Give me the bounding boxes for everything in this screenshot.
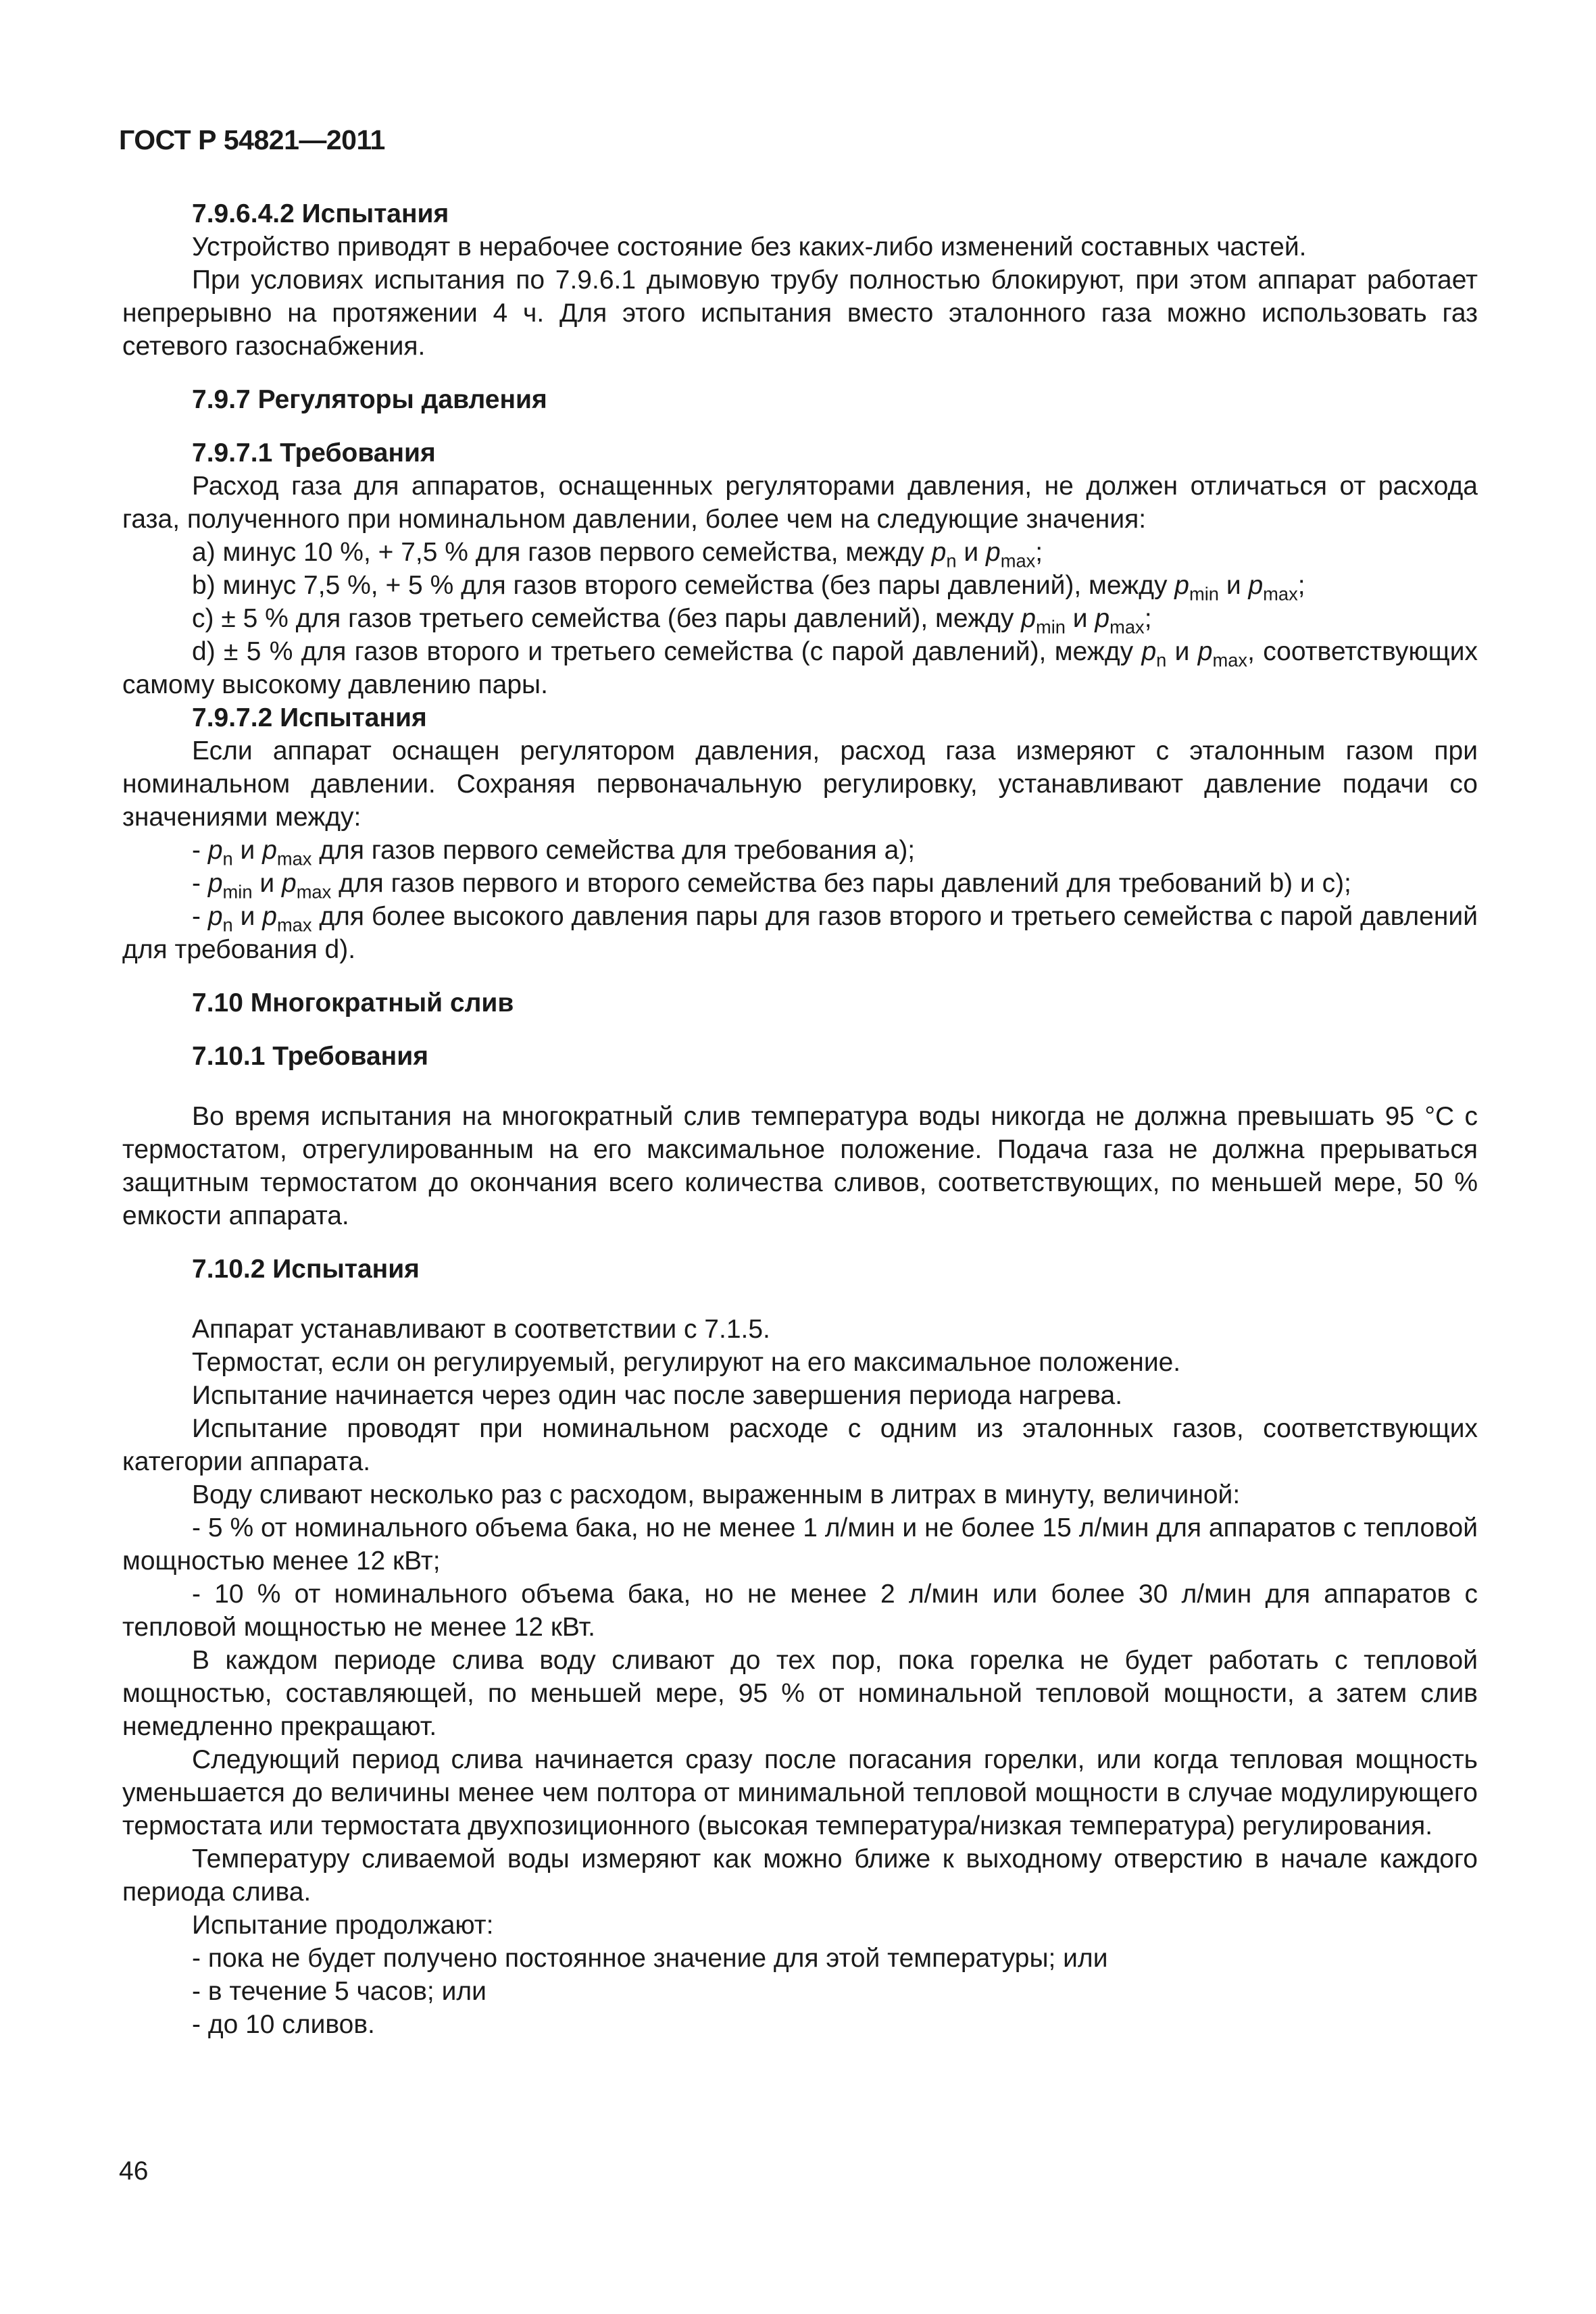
list-item: - пока не будет получено постоянное значение для этой температуры; или [192, 1944, 1108, 1973]
list-item-d: d) ± 5 % для газов второго и третьего семейства (с парой давлений), между $p_n$ и $p_{max}$, соответствующих самому высокому давлению пары. [122, 637, 1478, 699]
paragraph: Испытание начинается через один час после завершения периода нагрева. [192, 1381, 1123, 1410]
page-number: 46 [119, 2157, 149, 2186]
section-7-9-6-4-2-title: 7.9.6.4.2 Испытания [192, 199, 449, 228]
list-item: - в течение 5 часов; или [192, 1977, 487, 2006]
list-item: - до 10 сливов. [192, 2010, 375, 2039]
paragraph: В каждом периоде слива воду сливают до тех пор, пока горелка не будет работать с тепловой мощностью, составляющей, по меньшей мере, 95 % от номинальной тепловой мощности, а затем слив немедленно прекращают. [122, 1646, 1478, 1741]
paragraph: Испытание продолжают: [192, 1911, 494, 1940]
list-item: - $p_{min}$ и $p_{max}$ для газов первого и второго семейства без пары давлений для требований b) и c); [192, 869, 1351, 903]
paragraph: Расход газа для аппаратов, оснащенных регуляторами давления, не должен отличаться от расхода газа, полученного при номинальном давлении, более чем на следующие значения: [122, 472, 1478, 534]
section-7-9-7-2-title: 7.9.7.2 Испытания [192, 703, 427, 732]
section-7-9-7-title: 7.9.7 Регуляторы давления [192, 385, 547, 414]
paragraph: Аппарат устанавливают в соответствии с 7.1.5. [192, 1315, 770, 1344]
paragraph: Устройство приводят в нерабочее состояние без каких-либо изменений составных частей. [192, 232, 1307, 261]
paragraph: Следующий период слива начинается сразу после погасания горелки, или когда тепловая мощность уменьшается до величины менее чем полтора от минимальной тепловой мощности в случае модулирующего термостата или термостата двухпозиционного (высокая температура/низкая температура) регулирования. [122, 1745, 1478, 1840]
paragraph: Воду сливают несколько раз с расходом, выраженным в литрах в минуту, величиной: [192, 1480, 1241, 1509]
list-item-c: c) ± 5 % для газов третьего семейства (без пары давлений), между $p_{min}$ и $p_{max}$; [192, 604, 1152, 638]
paragraph: Во время испытания на многократный слив температура воды никогда не должна превышать 95 °C с термостатом, отрегулированным на его максимальное положение. Подача газа не должна прерываться защитным термостатом до окончания всего количества сливов, соответствующих, по меньшей мере, 50 % емкости аппарата. [122, 1102, 1478, 1230]
paragraph: Если аппарат оснащен регулятором давления, расход газа измеряют с эталонным газом при номинальном давлении. Сохраняя первоначальную регулировку, устанавливают давление подачи со значениями между: [122, 736, 1478, 832]
list-item-b: b) минус 7,5 %, + 5 % для газов второго семейства (без пары давлений), между $p_{min}$ и $p_{max}$; [192, 571, 1305, 605]
section-7-9-7-1-title: 7.9.7.1 Требования [192, 438, 436, 468]
list-item: - $p_n$ и $p_{max}$ для более высокого давления пары для газов второго и третьего семейства с парой давлений для требования d). [122, 902, 1478, 964]
standard-header: ГОСТ Р 54821—2011 [119, 124, 385, 155]
paragraph: При условиях испытания по 7.9.6.1 дымовую трубу полностью блокируют, при этом аппарат работает непрерывно на протяжении 4 ч. Для этого испытания вместо эталонного газа можно использовать газ сетевого газоснабжения. [122, 266, 1478, 361]
paragraph: Испытание проводят при номинальном расходе с одним из эталонных газов, соответствующих категории аппарата. [122, 1414, 1478, 1476]
section-7-10-title: 7.10 Многократный слив [192, 988, 514, 1017]
list-item: - 10 % от номинального объема бака, но не менее 2 л/мин или более 30 л/мин для аппаратов с тепловой мощностью не менее 12 кВт. [122, 1580, 1478, 1642]
list-item-a: a) минус 10 %, + 7,5 % для газов первого семейства, между $p_n$ и $p_{max}$; [192, 538, 1043, 572]
section-7-10-2-title: 7.10.2 Испытания [192, 1255, 420, 1284]
section-7-10-1-title: 7.10.1 Требования [192, 1042, 428, 1071]
page-content [122, 197, 1478, 2041]
list-item: - 5 % от номинального объема бака, но не менее 1 л/мин и не более 15 л/мин для аппаратов с тепловой мощностью менее 12 кВт; [122, 1513, 1478, 1576]
paragraph: Температуру сливаемой воды измеряют как можно ближе к выходному отверстию в начале каждого периода слива. [122, 1844, 1478, 1907]
paragraph: Термостат, если он регулируемый, регулируют на его максимальное положение. [192, 1348, 1181, 1377]
list-item: - $p_n$ и $p_{max}$ для газов первого семейства для требования a); [192, 836, 916, 870]
